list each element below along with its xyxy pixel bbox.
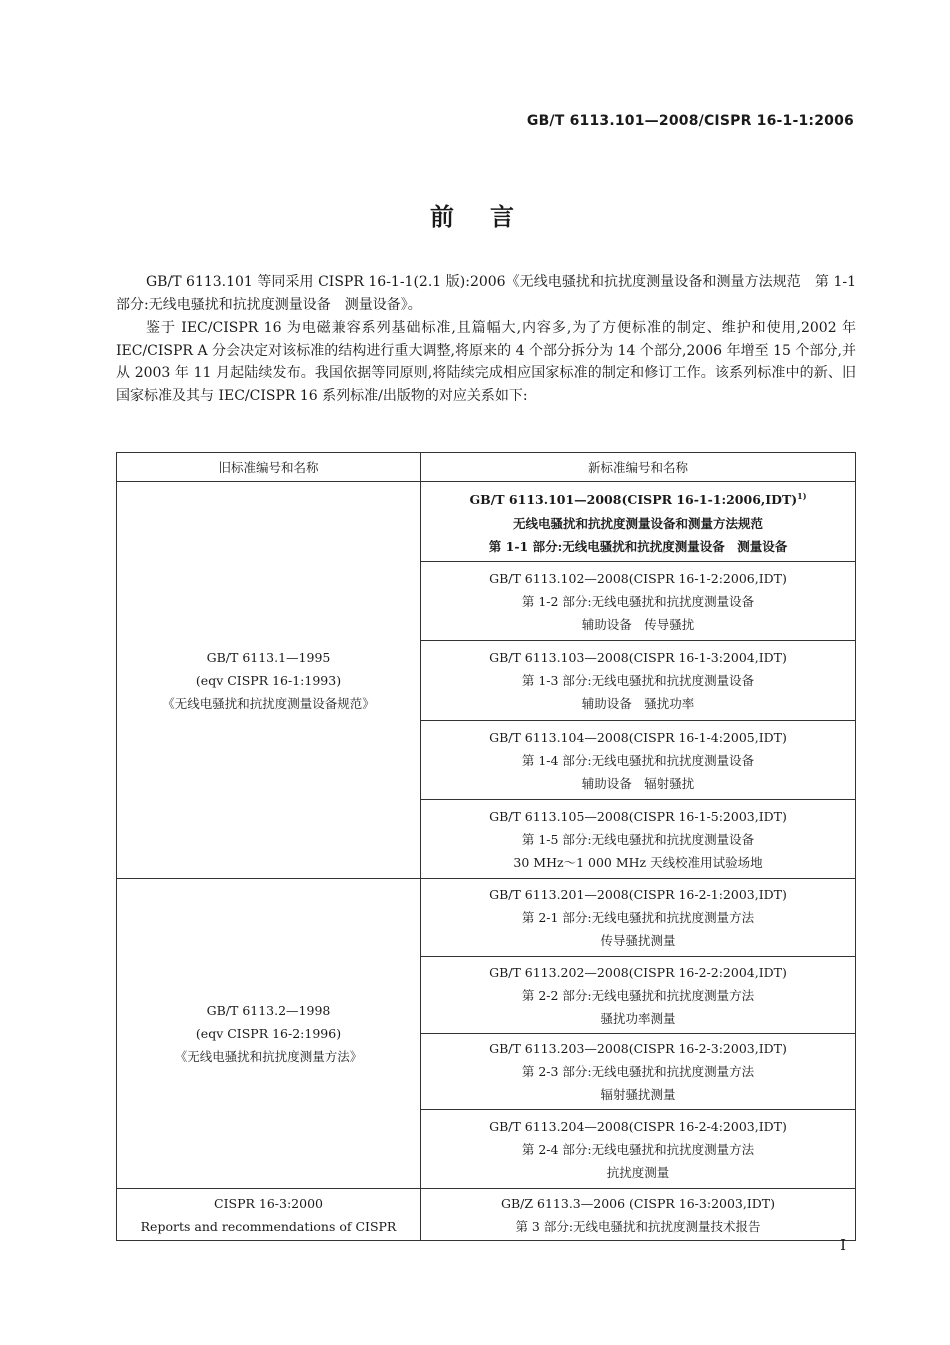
table-header-row [117, 453, 856, 482]
new-standard-line [421, 1138, 855, 1161]
old-standard-line: 《无线电骚扰和抗扰度测量方法》 [174, 1049, 363, 1064]
new-standard-line-text: 30 MHz～1 000 MHz 天线校准用试验场地 [513, 854, 763, 870]
new-standard-cell [421, 957, 856, 1034]
old-standard-line: 《无线电骚扰和抗扰度测量设备规范》 [162, 695, 375, 711]
header-new-standard: 新标准编号和名称 [421, 453, 856, 482]
old-standard-line: GB/T 6113.2—1998 [206, 1003, 331, 1018]
new-standard-cell [421, 1110, 856, 1189]
new-standard-line [421, 1161, 855, 1184]
old-standard-line: (eqv CISPR 16-1:1993) [195, 672, 342, 688]
new-standard-line-text: 第 2-3 部分:无线电骚扰和抗扰度测量方法 [521, 1064, 755, 1079]
new-standard-line [421, 567, 855, 590]
new-standard-line [421, 906, 855, 929]
intro-paragraph-1: GB/T 6113.101 等同采用 CISPR 16-1-1(2.1 版):2006《无线电骚扰和抗扰度测量设备和测量方法规范 第 1-1 部分:无线电骚扰和抗扰度测量设备 测量设备》。 [116, 274, 856, 313]
new-standard-line [421, 590, 855, 613]
new-standard-line [421, 883, 855, 906]
table-row [117, 482, 856, 562]
new-standard-line-text: 第 1-4 部分:无线电骚扰和抗扰度测量设备 [521, 752, 755, 768]
new-standard-line [421, 1060, 855, 1083]
old-standard-line: CISPR 16-3:2000 [214, 1195, 323, 1211]
new-standard-line-text: 抗扰度测量 [606, 1164, 670, 1180]
new-standard-line-text: 第 3 部分:无线电骚扰和抗扰度测量技术报告 [515, 1218, 761, 1234]
new-standard-line-text: GB/T 6113.105—2008(CISPR 16-1-5:2003,IDT) [489, 808, 787, 824]
old-standard-cell [117, 1189, 421, 1241]
new-standard-line [421, 828, 855, 851]
new-standard-line-text: 辅助设备 传导骚扰 [581, 616, 695, 632]
new-standard-line [421, 646, 855, 669]
new-standard-cell [421, 879, 856, 957]
new-standard-line-text: GB/T 6113.203—2008(CISPR 16-2-3:2003,IDT) [489, 1041, 787, 1056]
footnote-marker: 1) [797, 491, 807, 502]
new-standard-line-text: 第 1-3 部分:无线电骚扰和抗扰度测量设备 [521, 673, 755, 688]
new-standard-line-text: GB/T 6113.202—2008(CISPR 16-2-2:2004,IDT) [489, 964, 787, 980]
new-standard-line-text: 第 1-1 部分:无线电骚扰和抗扰度测量设备 测量设备 [488, 538, 788, 554]
new-standard-line [421, 1037, 855, 1060]
new-standard-line-text: 辅助设备 辐射骚扰 [581, 775, 695, 791]
new-standard-line [421, 512, 855, 535]
new-standard-cell [421, 482, 856, 562]
new-standard-line [421, 1115, 855, 1138]
new-standard-line-text: GB/T 6113.204—2008(CISPR 16-2-4:2003,IDT) [489, 1118, 787, 1134]
old-standard-line: GB/T 6113.1—1995 [206, 649, 331, 665]
new-standard-line-text: GB/T 6113.103—2008(CISPR 16-1-3:2004,IDT) [489, 650, 787, 665]
new-standard-line-text: 无线电骚扰和抗扰度测量设备和测量方法规范 [512, 515, 763, 531]
new-standard-line-text: GB/T 6113.104—2008(CISPR 16-1-4:2005,IDT) [489, 729, 787, 745]
new-standard-line [421, 1083, 855, 1106]
old-standard-cell [117, 879, 421, 1189]
new-standard-line [421, 929, 855, 952]
new-standard-cell [421, 562, 856, 641]
new-standard-line-text: GB/T 6113.102—2008(CISPR 16-1-2:2006,IDT) [489, 570, 787, 586]
new-standard-line [421, 726, 855, 749]
new-standard-line-text: 传导骚扰测量 [600, 933, 676, 948]
table-body [117, 482, 856, 1241]
new-standard-line-text: 第 1-5 部分:无线电骚扰和抗扰度测量设备 [521, 831, 755, 847]
new-standard-line [421, 485, 855, 511]
new-standard-line [421, 772, 855, 795]
old-standard-line: Reports and recommendations of CISPR [140, 1218, 397, 1234]
new-standard-cell [421, 1189, 856, 1241]
new-standard-line-text: GB/Z 6113.3—2006 (CISPR 16-3:2003,IDT) [500, 1195, 776, 1211]
new-standard-line-text: 第 2-2 部分:无线电骚扰和抗扰度测量方法 [521, 987, 755, 1003]
new-standard-cell [421, 800, 856, 879]
new-standard-line [421, 613, 855, 636]
new-standard-line [421, 961, 855, 984]
standard-code-header: GB/T 6113.101—2008/CISPR 16-1-1:2006 [526, 113, 854, 129]
new-standard-line [421, 749, 855, 772]
new-standard-line [421, 535, 855, 558]
page-title: 前 言 [430, 203, 520, 231]
header-old-standard: 旧标准编号和名称 [117, 453, 421, 482]
new-standard-line-text: 第 2-4 部分:无线电骚扰和抗扰度测量方法 [521, 1141, 755, 1157]
new-standard-line [421, 1192, 855, 1215]
new-standard-line-text: 辅助设备 骚扰功率 [581, 696, 695, 711]
intro-paragraph-2: 鉴于 IEC/CISPR 16 为电磁兼容系列基础标准,且篇幅大,内容多,为了方便标准的制定、维护和使用,2002 年 IEC/CISPR A 分会决定对该标准的结构进行重大调整,将原来的 4 个部分拆分为 14 个部分,2006 年增至 15 个部分,并从 2003 年 11 月起陆续发布。我国依据等同原则,将陆续完成相应国家标准的制定和修订工作。该系列标准中的新、旧国家标准及其与 IEC/CISPR 16 系列标准/出版物的对应关系如下: [116, 320, 856, 404]
standards-correspondence-table [116, 452, 856, 1241]
new-standard-line-text: GB/T 6113.201—2008(CISPR 16-2-1:2003,IDT) [489, 887, 787, 902]
old-standard-cell [117, 482, 421, 879]
new-standard-cell [421, 1034, 856, 1110]
new-standard-line-text: 第 1-2 部分:无线电骚扰和抗扰度测量设备 [521, 593, 755, 609]
old-standard-line: (eqv CISPR 16-2:1996) [195, 1026, 342, 1041]
new-standard-line [421, 1215, 855, 1238]
new-standard-line [421, 805, 855, 828]
new-standard-line-text: 第 2-1 部分:无线电骚扰和抗扰度测量方法 [521, 910, 755, 925]
new-standard-line [421, 669, 855, 692]
new-standard-line-text: GB/T 6113.101—2008(CISPR 16-1-1:2006,IDT) [469, 492, 798, 508]
new-standard-line-text: 骚扰功率测量 [600, 1010, 676, 1026]
table-row [117, 1189, 856, 1241]
new-standard-line [421, 984, 855, 1007]
new-standard-line [421, 692, 855, 715]
new-standard-cell [421, 641, 856, 721]
new-standard-line-text: 辐射骚扰测量 [600, 1087, 676, 1102]
table-row [117, 879, 856, 957]
new-standard-line [421, 1007, 855, 1030]
new-standard-cell [421, 721, 856, 800]
new-standard-line [421, 851, 855, 874]
page-number: I [840, 1236, 846, 1254]
